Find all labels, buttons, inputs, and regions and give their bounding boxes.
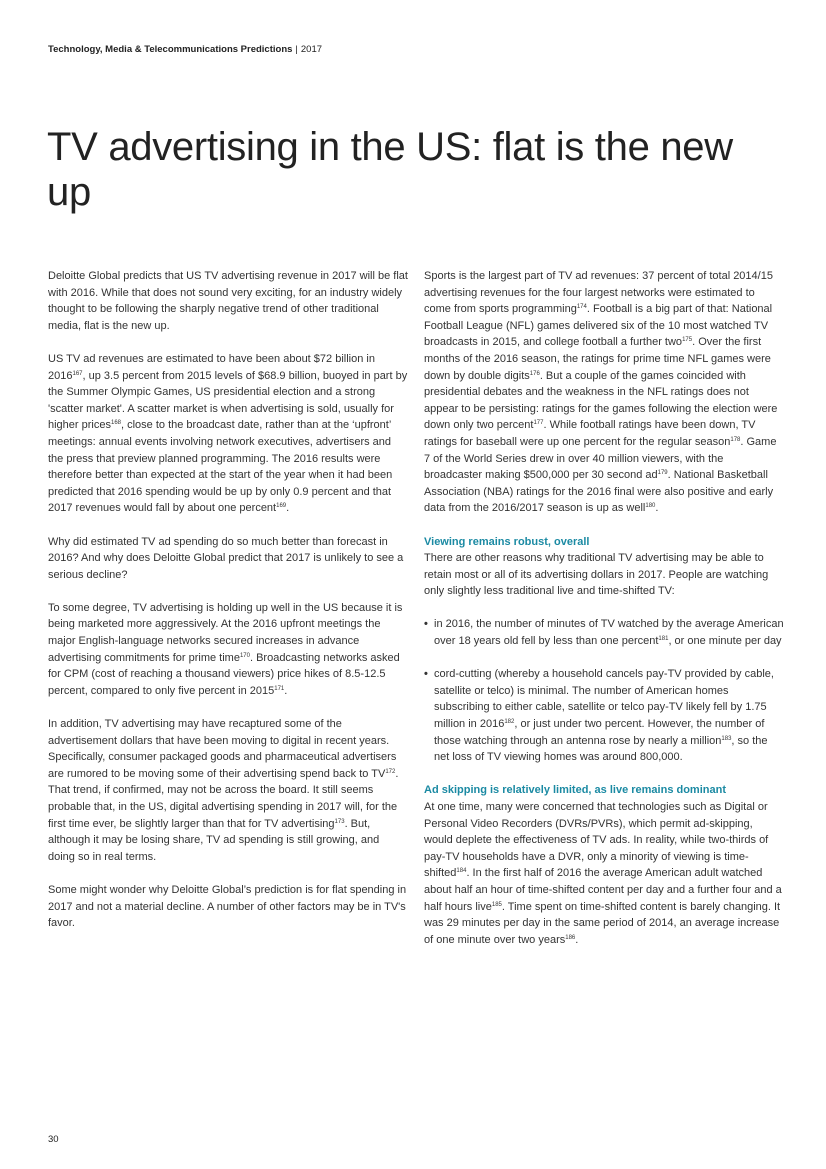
footnote-ref: 180 (645, 503, 656, 510)
publication-year: 2017 (300, 44, 323, 55)
running-header (48, 44, 322, 55)
left-paragraph-3: Why did estimated TV ad spending do so much better than forecast in 2016? And why does Deloitte Global predict that 2017 is unlikely to see a serious decline? (48, 535, 404, 581)
footnote-ref: 168 (110, 420, 121, 427)
footnote-ref: 167 (72, 370, 83, 377)
left-column (48, 268, 408, 932)
footnote-ref: 182 (504, 719, 515, 726)
bullet-list (424, 616, 784, 765)
footnote-ref: 172 (385, 768, 396, 775)
header-separator: | (295, 44, 298, 55)
publication-name: Technology, Media & Telecommunications Predictions (48, 44, 293, 55)
footnote-ref: 169 (276, 503, 287, 510)
list-item: • cord-cutting (whereby a household cancels pay-TV provided by cable, satellite or telco) is minimal. The number of American homes subscribing to either cable, satellite or telco pay-TV likely fell by 1.75 million in 2016$^{182}$, or just under two percent. However, the number of those watching through an antenna rose by nearly a million$^{183}$, so the net loss of TV viewing homes was around 800,000. (424, 668, 774, 764)
footnote-ref: 176 (529, 370, 540, 377)
footnote-ref: 177 (533, 420, 544, 427)
subheading-viewing-robust: Viewing remains robust, overall (424, 535, 590, 548)
right-paragraph-2: There are other reasons why traditional TV advertising may be able to retain most or all of its advertising dollars in 2017. People are watching only slightly less traditional live and time-shifted TV: (424, 552, 769, 598)
footnote-ref: 181 (658, 636, 669, 643)
footnote-ref: 175 (682, 337, 693, 344)
right-paragraph-3: At one time, many were concerned that technologies such as Digital or Personal Video Recorders (DVRs/PVRs), which permit ad-skipping, would deplete the effectiveness of TV ads. In reality, while two-thirds of pay-TV households have a DVR, only a minority of viewing is time-shifted$^{184}$. In the first half of 2016 the average American adult watched about half an hour of time-shifted content per day and a further four and a half hours live$^{185}$. Time spent on time-shifted content is barely changing. It was 29 minutes per day in the same period of 2014, an average increase of one minute over two years$^{186}$. (424, 801, 782, 946)
list-item: • in 2016, the number of minutes of TV watched by the average American over 18 years old fell by less than one percent$^{181}$, or one minute per day (424, 618, 784, 648)
footnote-ref: 178 (730, 436, 741, 443)
left-paragraph-4: To some degree, TV advertising is holding up well in the US because it is being marketed more aggressively. At the 2016 upfront meetings the major English-language networks secured increases in advance advertising commitments for prime time$^{170}$. Broadcasting networks asked for CPM (cost of reaching a thousand viewers) price hikes of 8.5-12.5 percent, compared to only five percent in 2015$^{171}$. (48, 601, 403, 697)
left-paragraph-6: Some might wonder why Deloitte Global’s prediction is for flat spending in 2017 and not a material decline. A number of other factors may be in TV's favor. (48, 883, 407, 930)
left-paragraph-5: In addition, TV advertising may have recaptured some of the advertisement dollars that have been moving to digital in recent years. Specifically, consumer packaged goods and pharmaceutical advertisers are rumored to be moving some of their advertising spend back to TV$^{172}$. That trend, if confirmed, may not be across the board. It still seems probable that, in the US, digital advertising spending in 2017 will, for the first time ever, be slightly larger than that for TV advertising$^{173}$. But, although it may be losing share, TV ad spending is still growing, and doing so in real terms. (48, 718, 399, 863)
footnote-ref: 170 (239, 652, 250, 659)
footnote-ref: 185 (491, 901, 502, 908)
left-paragraph-2: US TV ad revenues are estimated to have been about $72 billion in 2016$^{167}$, up 3.5 percent from 2015 levels of $68.9 billion, buoyed in part by the Summer Olympic Games, US presidential election and a strong 'scatter market'. A scatter market is when advertising is sold, usually for higher prices$^{168}$, close to the broadcast date, rather than at the ‘upfront’ meetings: annual events involving network executives, advertisers and the press that preview planned programming. The 2016 results were therefore better than expected at the start of the year when it had been predicted that 2016 spending would be up by only 0.9 percent and that 2017 revenues would fall by about one percent$^{169}$. (48, 352, 408, 515)
right-column (424, 268, 784, 948)
footnote-ref: 174 (576, 304, 587, 311)
left-paragraph-1: Deloitte Global predicts that US TV advertising revenue in 2017 will be flat with 2016. While that does not sound very exciting, for an industry widely thought to be following the sharply negative trend of other traditional media, flat is the new up. (48, 270, 408, 332)
footnote-ref: 179 (657, 470, 668, 477)
right-paragraph-1: Sports is the largest part of TV ad revenues: 37 percent of total 2014/15 advertising revenues for the four largest networks were estimated to come from sports programming$^{174}$. Football is a big part of that: National Football League (NFL) games delivered six of the 10 most watched TV broadcasts in 2015, and college football a further two$^{175}$. Over the first months of the 2016 season, the ratings for prime time NFL games were down by double digits$^{176}$. But a couple of the games coincided with presidential debates and the weakness in the NFL ratings does not appear to be persisting: ratings for the games following the election were down only two percent$^{177}$. While football ratings have been down, TV ratings for baseball were up one percent for the regular season$^{178}$. Game 7 of the World Series drew in over 40 million viewers, with the broadcaster making $500,000 per 30 second $ad^{179}$. National Basketball Association (NBA) ratings for the 2016 final were also positive and early data from the 2016/2017 season is up as well$^{180}$. (424, 270, 778, 515)
page-number: 30 (48, 1134, 59, 1145)
page-title: TV advertising in the US: flat is the new up (47, 125, 733, 214)
bullet-icon: • (424, 618, 428, 631)
footnote-ref: 184 (456, 868, 467, 875)
footnote-ref: 171 (274, 685, 285, 692)
subheading-ad-skipping: Ad skipping is relatively limited, as live remains dominant (424, 784, 726, 797)
footnote-ref: 186 (565, 934, 576, 941)
bullet-icon: • (424, 668, 428, 681)
footnote-ref: 183 (721, 735, 732, 742)
footnote-ref: 173 (334, 818, 345, 825)
